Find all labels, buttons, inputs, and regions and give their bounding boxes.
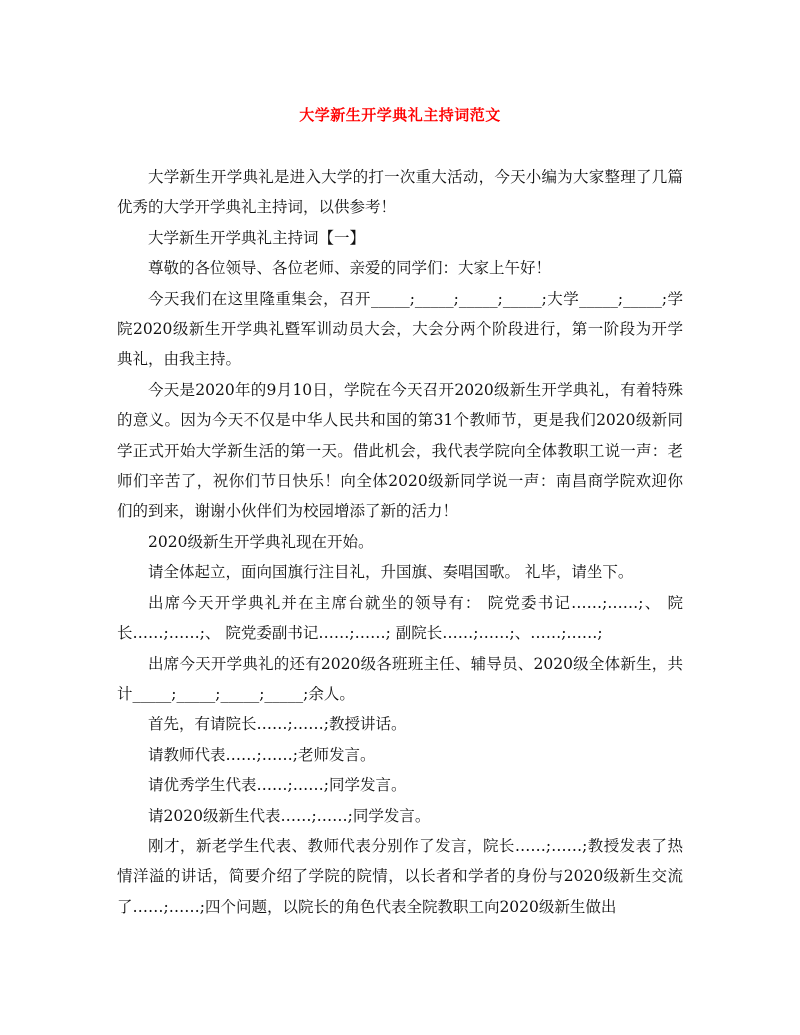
document-body — [117, 162, 683, 922]
president-speech-paragraph: 首先，有请院长……;……;教授讲话。 — [148, 715, 407, 734]
summary-paragraph: 刚才，新老学生代表、教师代表分别作了发言，院长……;……;教授发表了热情洋溢的讲话，简要介绍了学院的院情，以长者和学者的身份与2020级新生交流了……;……;四个问题，以院长的角色代表全院教职工向2020级新生做出 — [117, 836, 683, 916]
student-rep-paragraph: 请优秀学生代表……;……;同学发言。 — [148, 776, 407, 795]
teacher-rep-paragraph: 请教师代表……;……;老师发言。 — [148, 745, 376, 764]
ceremony-start-paragraph: 2020级新生开学典礼现在开始。 — [148, 532, 374, 551]
document-title: 大学新生开学典礼主持词范文 — [299, 106, 501, 124]
greeting-paragraph: 尊敬的各位领导、各位老师、亲爱的同学们：大家上午好！ — [148, 259, 552, 278]
attendees-paragraph: 出席今天开学典礼的还有2020级各班班主任、辅导员、2020级全体新生，共计_____;_____;_____;_____;余人。 — [117, 654, 683, 703]
significance-paragraph: 今天是2020年的9月10日，学院在今天召开2020级新生开学典礼，有着特殊的意义。因为今天不仅是中华人民共和国的第31个教师节，更是我们2020级新同学正式开始大学新生活的第一天。借此机会，我代表学院向全体教职工说一声：老师们辛苦了，祝你们节日快乐！向全体2020级新同学说一声：南昌商学院欢迎你们的到来，谢谢小伙伴们为校园增添了新的活力！ — [117, 380, 683, 521]
intro-paragraph: 大学新生开学典礼是进入大学的打一次重大活动，今天小编为大家整理了几篇优秀的大学开学典礼主持词，以供参考！ — [117, 168, 683, 217]
section-heading: 大学新生开学典礼主持词【一】 — [148, 228, 366, 247]
freshman-rep-paragraph: 请2020级新生代表……;……;同学发言。 — [148, 806, 431, 825]
leaders-present-paragraph: 出席今天开学典礼并在主席台就坐的领导有： 院党委书记……;……;、 院长……;……;、 院党委副书记……;……; 副院长……;……;、……;……; — [117, 593, 683, 643]
flag-ceremony-paragraph: 请全体起立，面向国旗行注目礼，升国旗、奏唱国歌。 礼毕，请坐下。 — [148, 563, 634, 582]
opening-paragraph: 今天我们在这里隆重集会，召开_____;_____;_____;_____;大学_____;_____;学院2020级新生开学典礼暨军训动员大会，大会分两个阶段进行，第一阶段为开学典礼，由我主持。 — [117, 289, 683, 369]
